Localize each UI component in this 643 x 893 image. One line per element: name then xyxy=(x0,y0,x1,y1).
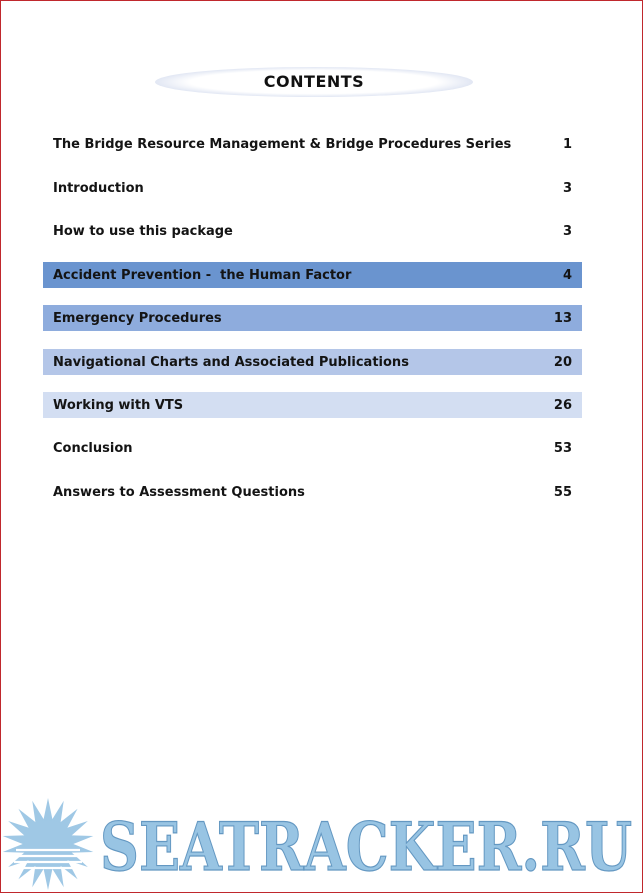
toc-row-highlighted[interactable] xyxy=(43,305,582,331)
toc-entry-page: 55 xyxy=(553,484,572,500)
toc-row-highlighted[interactable] xyxy=(43,349,582,375)
toc-entry-page: 20 xyxy=(553,354,572,370)
toc-entry-page: 53 xyxy=(553,440,572,456)
toc-entry-label: Conclusion xyxy=(53,440,133,456)
toc-entry-label: Emergency Procedures xyxy=(53,310,222,326)
toc-row[interactable] xyxy=(43,131,582,157)
toc-entry-page: 3 xyxy=(562,223,572,239)
toc-entry-label: Accident Prevention - the Human Factor xyxy=(53,267,352,283)
page-title: CONTENTS xyxy=(263,72,365,91)
toc-entry-page: 1 xyxy=(562,136,572,152)
toc-entry-label: Answers to Assessment Questions xyxy=(53,484,305,500)
toc-row[interactable] xyxy=(43,218,582,244)
toc-row[interactable] xyxy=(43,479,582,505)
toc-entry-page: 3 xyxy=(562,180,572,196)
toc-entry-label: Working with VTS xyxy=(53,397,184,413)
toc-entry-label: How to use this package xyxy=(53,223,233,239)
toc-entry-label: Introduction xyxy=(53,180,144,196)
toc-entry-label: The Bridge Resource Management & Bridge Procedures Series xyxy=(53,136,512,152)
toc-row-highlighted[interactable] xyxy=(43,262,582,288)
sun-over-water-icon xyxy=(2,798,94,890)
watermark xyxy=(0,790,643,893)
toc-entry-page: 26 xyxy=(553,397,572,413)
toc-row-highlighted[interactable] xyxy=(43,392,582,418)
toc-row[interactable] xyxy=(43,435,582,461)
toc-entry-page: 13 xyxy=(553,310,572,326)
toc-entry-label: Navigational Charts and Associated Publications xyxy=(53,354,409,370)
toc-entry-page: 4 xyxy=(562,267,572,283)
watermark-text: SEATRACKER.RU xyxy=(100,808,632,886)
toc-row[interactable] xyxy=(43,175,582,201)
